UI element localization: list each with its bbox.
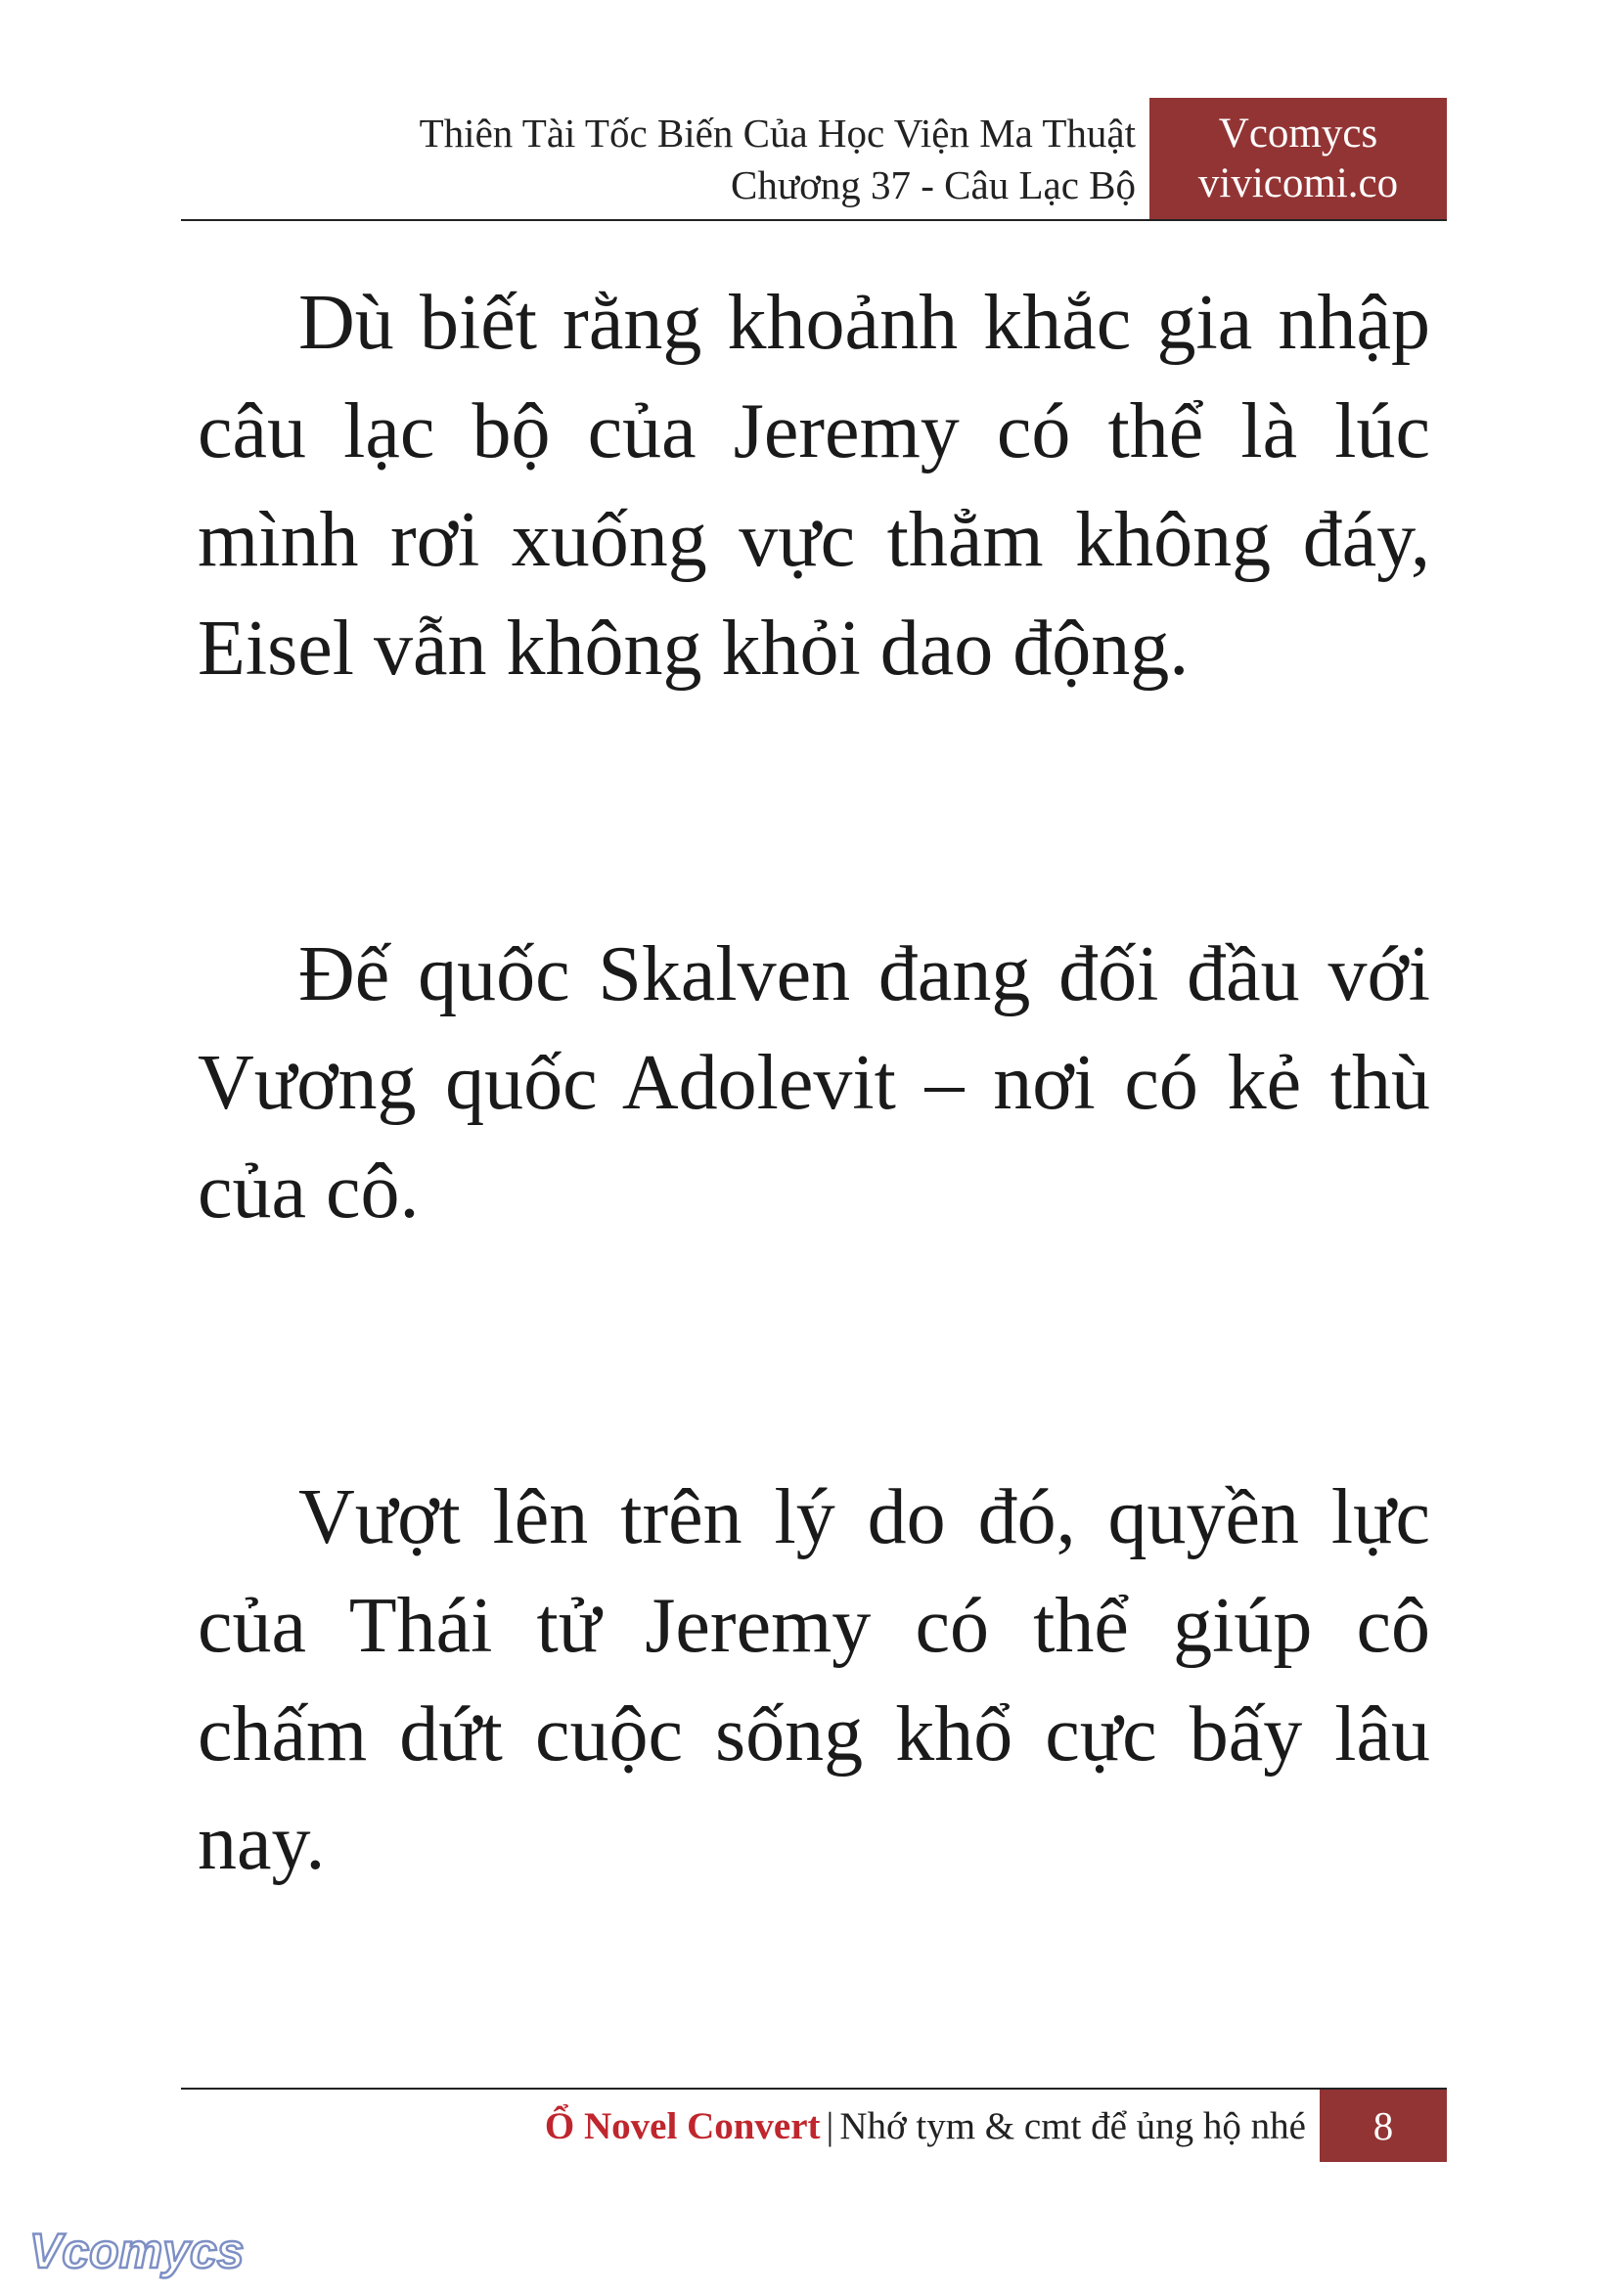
watermark-text: Vcomycs: [29, 2224, 245, 2278]
footer-text: [545, 2103, 1306, 2150]
brand-name: Vcomycs: [1218, 111, 1378, 157]
brand-site: vivicomi.co: [1197, 160, 1399, 206]
watermark-logo-graphic: [27, 2213, 252, 2291]
paragraph: Vượt lên trên lý do đó, quyền lực của Thái tử Jeremy có thể giúp cô chấm dứt cuộc sống khổ cực bấy lâu nay.: [198, 1474, 1430, 1886]
page-header: [181, 98, 1447, 221]
footer-brand: Ổ Novel Convert: [544, 2105, 821, 2147]
page-number: 8: [1320, 2090, 1447, 2162]
footer-message: Nhớ tym & cmt để ủng hộ nhé: [839, 2105, 1306, 2147]
book-title: Thiên Tài Tốc Biến Của Học Viện Ma Thuật: [419, 111, 1136, 156]
header-titles: [420, 108, 1136, 211]
paragraph: Đế quốc Skalven đang đối đầu với Vương quốc Adolevit – nơi có kẻ thù của cô.: [198, 931, 1430, 1235]
page-footer: [181, 2088, 1447, 2162]
chapter-title: Chương 37 - Câu Lạc Bộ: [731, 162, 1136, 207]
footer-separator: |: [826, 2105, 834, 2147]
page-content: [198, 269, 1430, 2115]
paragraph: Dù biết rằng khoảnh khắc gia nhập câu lạc bộ của Jeremy có thể là lúc mình rơi xuống vực thẳm không đáy, Eisel vẫn không khỏi dao động.: [198, 280, 1430, 692]
header-brand-box: [1149, 98, 1447, 219]
vcomycs-watermark-logo: [27, 2213, 252, 2291]
